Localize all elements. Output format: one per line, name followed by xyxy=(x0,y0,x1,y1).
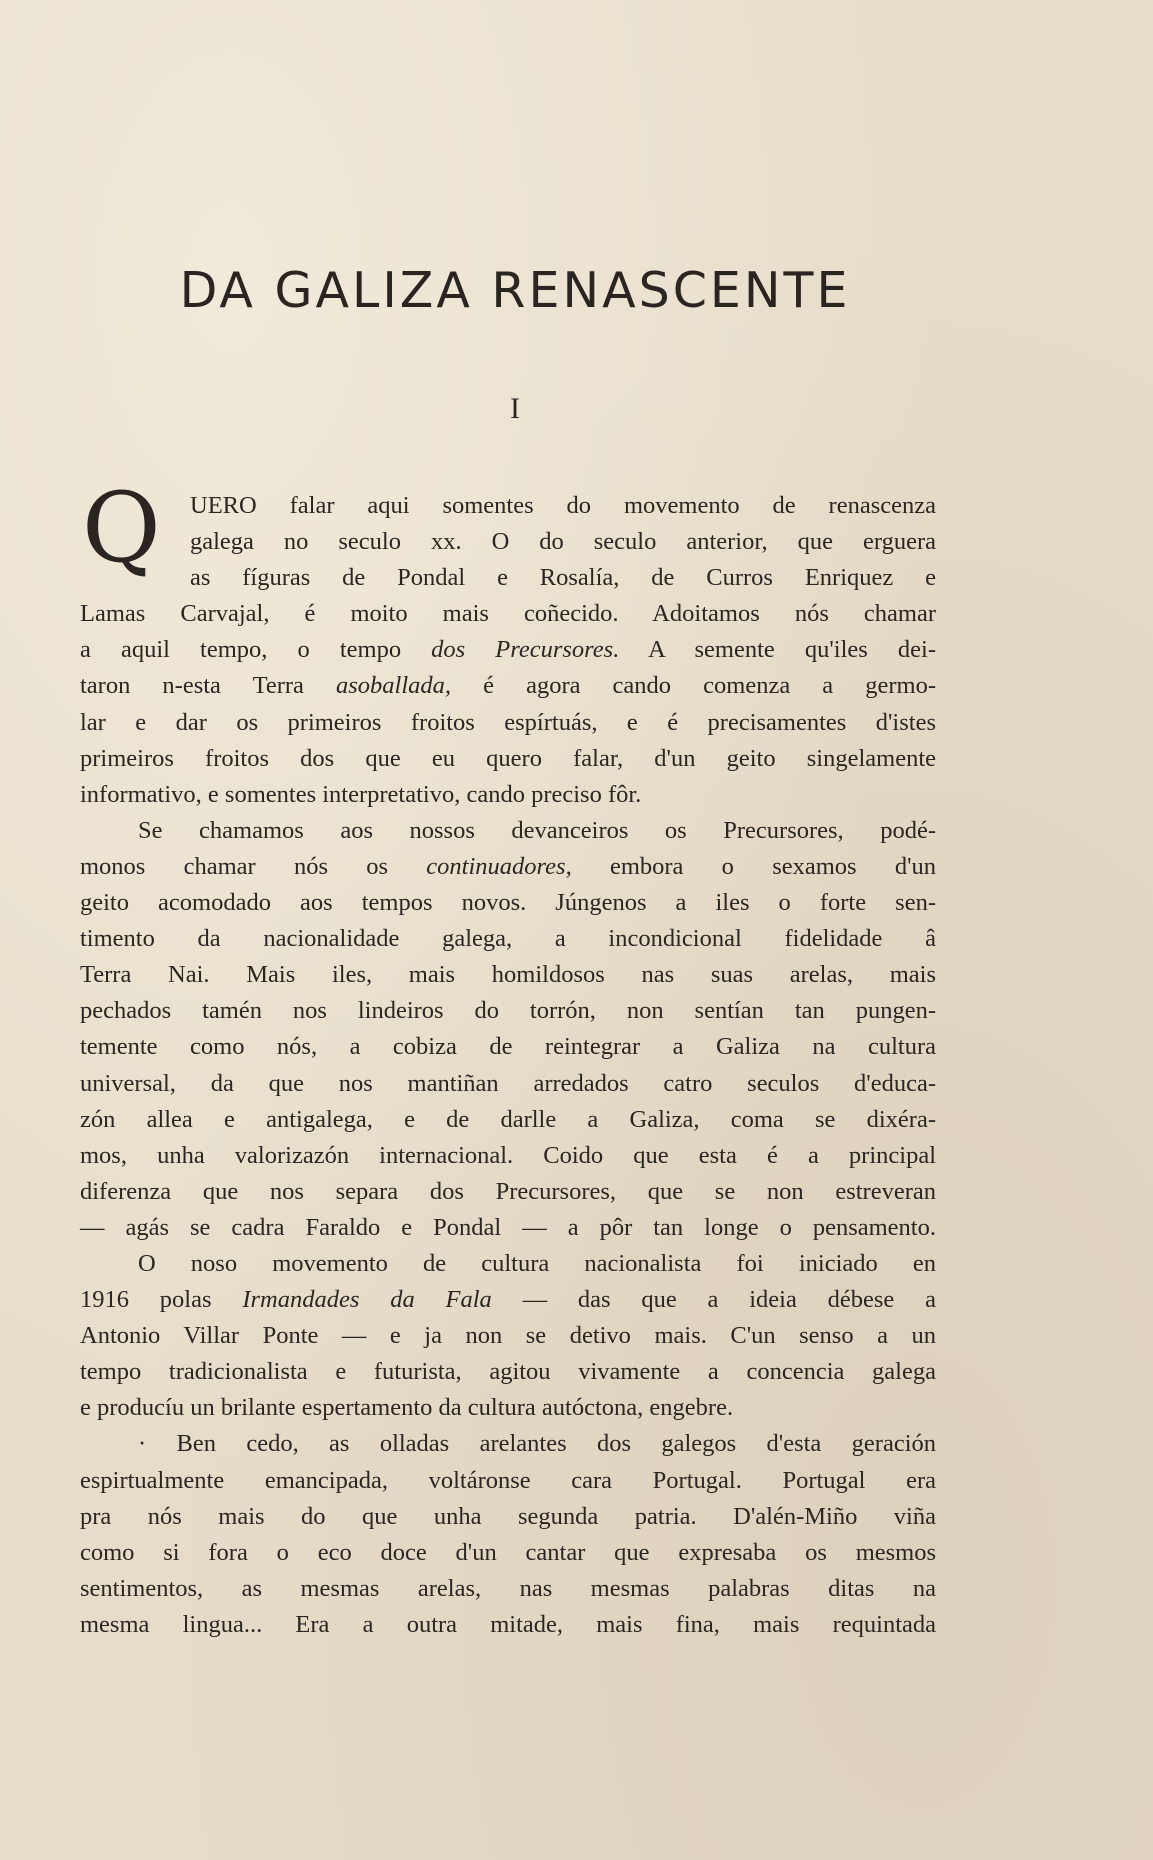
italic-text: continuadores, xyxy=(426,852,572,880)
text-line xyxy=(80,1066,936,1102)
section-number: I xyxy=(510,392,520,425)
text-segment: falar aqui somentes do movemento de renascenza xyxy=(256,492,936,519)
text-line xyxy=(80,1463,936,1499)
text-segment: taron n-esta Terra xyxy=(80,672,336,700)
text-segment: A semente qu'iles dei- xyxy=(619,636,936,664)
text-line xyxy=(80,1282,936,1318)
body-text xyxy=(80,472,936,1643)
text-segment: embora o sexamos d'un xyxy=(571,852,936,880)
italic-text: asoballada, xyxy=(335,672,452,700)
text-segment: temente como nós, a cobiza de reintegrar a Galiza na cultura xyxy=(80,1033,936,1061)
text-segment: galega no seculo xx. O do seculo anterior, que erguera xyxy=(190,528,936,556)
text-segment: — das que a ideia débese a xyxy=(491,1286,936,1314)
text-line xyxy=(80,705,936,741)
text-segment: e producíu un brilante espertamento da cultura autóctona, engebre. xyxy=(80,1394,734,1422)
text-segment: zón allea e antigalega, e de darlle a Galiza, coma se dixéra- xyxy=(80,1105,936,1133)
text-segment: como si fora o eco doce d'un cantar que expresaba os mesmos xyxy=(80,1538,936,1566)
italic-text: dos Precursores. xyxy=(431,636,620,664)
text-line xyxy=(80,885,936,921)
text-segment: lar e dar os primeiros froitos espírtuás, e é precisamentes d'istes xyxy=(80,708,936,736)
text-segment: informativo, e somentes interpretativo, cando preciso fôr. xyxy=(80,780,642,808)
text-segment: as fíguras de Pondal e Rosalía, de Curros Enriquez e xyxy=(190,564,936,592)
text-segment: Terra Nai. Mais iles, mais homildosos nas suas arelas, mais xyxy=(80,961,936,989)
text-line xyxy=(80,1174,936,1210)
text-line xyxy=(80,921,936,957)
text-line xyxy=(80,741,936,777)
text-line xyxy=(80,524,936,560)
smallcaps-text: UERO xyxy=(190,492,257,519)
text-line xyxy=(80,1354,936,1390)
text-segment: pra nós mais do que unha segunda patria. D'alén-Miño viña xyxy=(80,1502,936,1530)
text-line xyxy=(80,1029,936,1065)
text-segment: 1916 polas xyxy=(80,1286,243,1314)
text-line xyxy=(80,1138,936,1174)
text-segment: primeiros froitos dos que eu quero falar, d'un geito singelamente xyxy=(80,744,936,772)
text-line xyxy=(80,957,936,993)
text-line xyxy=(80,1246,936,1282)
text-segment: — agás se cadra Faraldo e Pondal — a pôr tan longe o pensamento. xyxy=(80,1213,936,1241)
text-line xyxy=(80,488,936,524)
text-segment: diferenza que nos separa dos Precursores, que se non estreveran xyxy=(80,1177,936,1205)
text-segment: pechados tamén nos lindeiros do torrón, non sentían tan pungen- xyxy=(80,997,936,1025)
text-line xyxy=(80,596,936,632)
text-segment: O noso movemento de cultura nacionalista foi iniciado en xyxy=(138,1249,936,1277)
text-line xyxy=(80,1535,936,1571)
text-line xyxy=(80,668,936,704)
text-segment: é agora cando comenza a germo- xyxy=(451,672,936,700)
text-line xyxy=(80,993,936,1029)
text-line xyxy=(80,1426,936,1462)
text-segment: timento da nacionalidade galega, a incondicional fidelidade â xyxy=(80,925,936,953)
text-line xyxy=(80,1318,936,1354)
text-segment: Antonio Villar Ponte — e ja non se detivo mais. C'un senso a un xyxy=(80,1322,936,1350)
text-segment: universal, da que nos mantiñan arredados catro seculos d'educa- xyxy=(80,1069,936,1097)
text-segment: mesma lingua... Era a outra mitade, mais fina, mais requintada xyxy=(80,1610,936,1638)
text-segment: a aquil tempo, o tempo xyxy=(80,636,432,664)
text-line xyxy=(80,1607,936,1643)
text-line xyxy=(80,1390,936,1426)
text-segment: tempo tradicionalista e futurista, agitou vivamente a concencia galega xyxy=(80,1358,936,1386)
text-line xyxy=(80,777,936,813)
text-segment: Lamas Carvajal, é moito mais coñecido. Adoitamos nós chamar xyxy=(80,600,936,628)
text-segment: monos chamar nós os xyxy=(80,852,427,880)
text-line xyxy=(80,1102,936,1138)
drop-cap: Q xyxy=(82,472,161,584)
text-segment: geito acomodado aos tempos novos. Júngenos a iles o forte sen- xyxy=(80,889,936,917)
text-line xyxy=(80,1571,936,1607)
text-line xyxy=(80,632,936,668)
page-title: DA GALIZA RENASCENTE xyxy=(179,262,851,319)
text-line xyxy=(80,560,936,596)
text-line xyxy=(80,1499,936,1535)
italic-text: Irmandades da Fala xyxy=(242,1286,492,1314)
text-segment: · Ben cedo, as olladas arelantes dos galegos d'esta geración xyxy=(138,1430,936,1458)
text-segment: sentimentos, as mesmas arelas, nas mesmas palabras ditas na xyxy=(80,1574,936,1602)
text-line xyxy=(80,813,936,849)
text-segment: espirtualmente emancipada, voltáronse cara Portugal. Portugal era xyxy=(80,1466,936,1494)
text-line xyxy=(80,849,936,885)
text-line xyxy=(80,1210,936,1246)
text-segment: mos, unha valorizazón internacional. Coido que esta é a principal xyxy=(80,1141,936,1169)
text-segment: Se chamamos aos nossos devanceiros os Precursores, podé- xyxy=(138,816,936,844)
